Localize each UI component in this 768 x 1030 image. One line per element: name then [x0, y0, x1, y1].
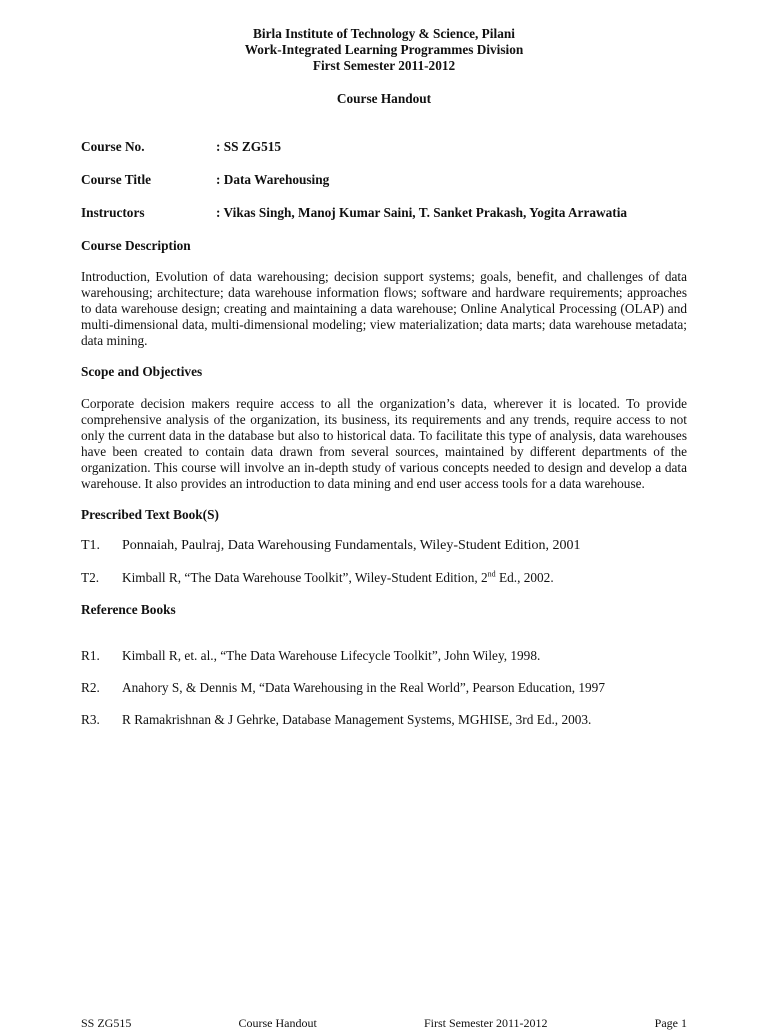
- reference-book-item: [81, 712, 687, 728]
- text-book-item: [81, 570, 687, 586]
- course-no-row: [81, 139, 687, 155]
- reference-book-text: Kimball R, et. al., “The Data Warehouse Lifecycle Toolkit”, John Wiley, 1998.: [122, 648, 541, 663]
- text-book-item: [81, 538, 687, 554]
- scope-text: Corporate decision makers require access to all the organization’s data, wherever it is located. To provide comprehensive analysis of the organization, its business, its requirements and any trends, require access to not only the current data in the database but also to historical data. To facilitate this type of analysis, data warehouses have been created to contain data drawn from several sources, maintained by different departments of the organization. This course will involve an in-depth study of various concepts needed to design and develop a data warehouse. It also provides an introduction to data mining and end user access tools for a data warehouse.: [81, 396, 687, 491]
- text-book-list: [81, 538, 687, 586]
- footer-page-number: Page 1: [654, 1016, 687, 1030]
- reference-book-id: R3.: [81, 712, 100, 727]
- reference-book-id: R1.: [81, 648, 100, 663]
- course-no-label: Course No.: [81, 139, 145, 154]
- course-description-heading: Course Description: [81, 238, 191, 253]
- reference-book-text: Anahory S, & Dennis M, “Data Warehousing in the Real World”, Pearson Education, 1997: [122, 680, 605, 695]
- document-page: [81, 26, 687, 744]
- reference-book-text: R Ramakrishnan & J Gehrke, Database Management Systems, MGHISE, 3rd Ed., 2003.: [122, 712, 592, 727]
- instructors-row: [81, 205, 687, 221]
- instructors-value: : Vikas Singh, Manoj Kumar Saini, T. Sanket Prakash, Yogita Arrawatia: [216, 205, 628, 220]
- page-footer: [81, 1016, 687, 1030]
- footer-doc-name: Course Handout: [238, 1016, 317, 1030]
- course-title-value: : Data Warehousing: [216, 172, 330, 187]
- reference-book-item: [81, 680, 687, 696]
- instructors-label: Instructors: [81, 205, 145, 220]
- text-book-text-main: Kimball R, “The Data Warehouse Toolkit”, Wiley-Student Edition, 2: [122, 570, 488, 585]
- course-description-text: Introduction, Evolution of data warehousing; decision support systems; goals, benefit, and challenges of data warehousing; architecture; data warehouse information flows; software and hardware requirements; approaches to data warehouse design; creating and maintaining a data warehouse; Online Analytical Processing (OLAP) and multi-dimensional data, multi-dimensional modeling; view materialization; data marts; data warehouse metadata; data mining.: [81, 269, 687, 348]
- course-title-row: [81, 172, 687, 188]
- course-no-value: : SS ZG515: [216, 139, 282, 154]
- footer-course-code: SS ZG515: [81, 1016, 132, 1030]
- text-books-heading: Prescribed Text Book(S): [81, 507, 219, 522]
- institute-name: Birla Institute of Technology & Science, Pilani: [253, 26, 515, 41]
- text-book-id: T1.: [81, 538, 101, 553]
- division-name: Work-Integrated Learning Programmes Division: [244, 42, 524, 57]
- reference-book-id: R2.: [81, 680, 100, 695]
- text-book-text-tail: Ed., 2002.: [495, 570, 554, 585]
- document-title: Course Handout: [336, 91, 432, 106]
- reference-books-heading: Reference Books: [81, 602, 176, 617]
- text-book-text: Ponnaiah, Paulraj, Data Warehousing Fundamentals, Wiley-Student Edition, 2001: [122, 538, 581, 553]
- text-book-text: [122, 570, 687, 586]
- scope-heading: Scope and Objectives: [81, 364, 203, 379]
- edition-superscript: nd: [487, 569, 496, 579]
- reference-book-list: [81, 648, 687, 728]
- course-meta: [81, 139, 687, 221]
- footer-semester: First Semester 2011-2012: [423, 1016, 548, 1030]
- course-title-label: Course Title: [81, 172, 152, 187]
- text-book-id: T2.: [81, 570, 100, 585]
- semester: First Semester 2011-2012: [312, 58, 456, 73]
- reference-book-item: [81, 648, 687, 664]
